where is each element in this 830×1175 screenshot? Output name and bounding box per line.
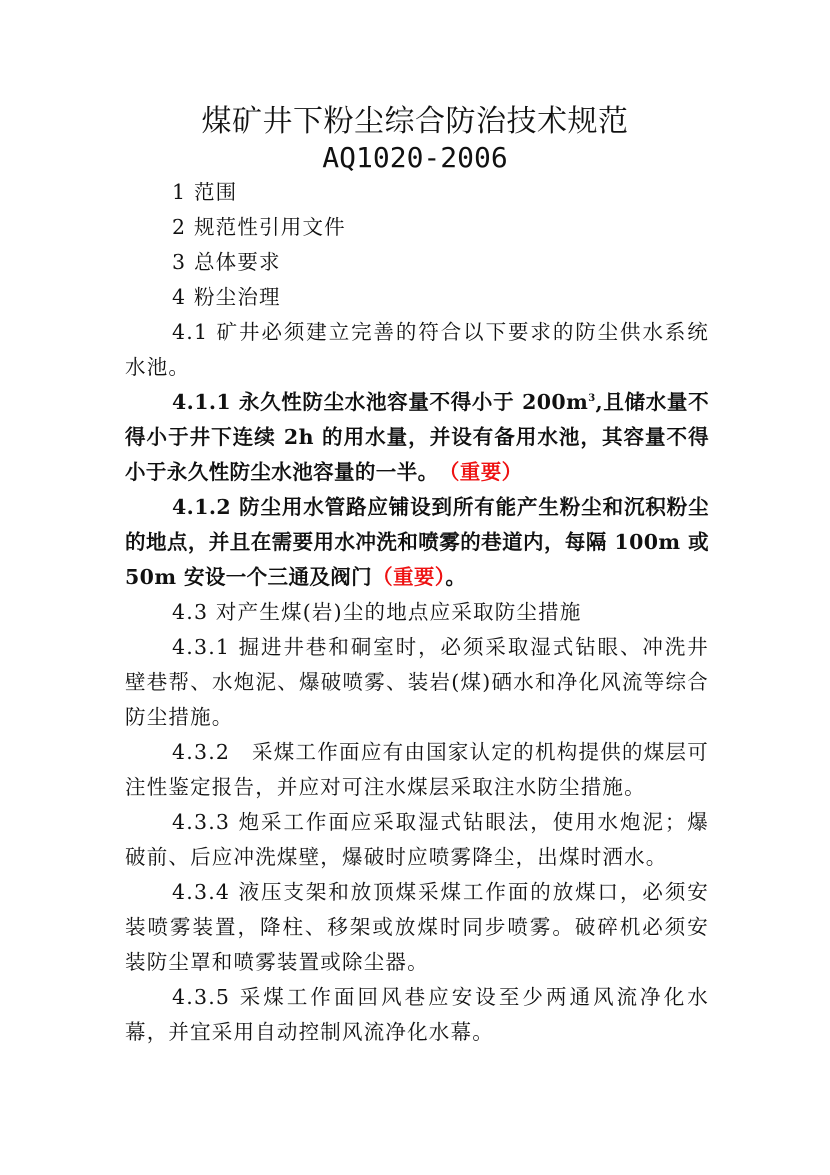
clause-4-3-1: 4.3.1 掘进井巷和硐室时，必须采取湿式钻眼、冲洗井壁巷帮、水炮泥、爆破喷雾、装岩(煤)硒水和净化风流等综合防尘措施。 [125, 635, 709, 729]
section-2-normative-references: 2 规范性引用文件 [172, 215, 346, 239]
section-3-general-requirements: 3 总体要求 [172, 250, 281, 274]
superscript-cubic: 3 [588, 393, 596, 405]
standard-code: AQ1020-2006 [322, 141, 508, 174]
clause-4-3-4: 4.3.4 液压支架和放顶煤采煤工作面的放煤口，必须安装喷雾装置，降柱、移架或放煤时同步喷雾。破碎机必须安装防尘罩和喷雾装置或除尘器。 [125, 880, 709, 974]
clause-4-1-1-text-cont: ,且储水量不得小于井下连续 2h 的用水量，并设有备用水池，其容量不得小于永久性防尘水池容量的一半。 [125, 390, 710, 484]
clause-4-1-2 [125, 490, 709, 595]
clause-4-3: 4.3 对产生煤(岩)尘的地点应采取防尘措施 [172, 600, 582, 624]
clause-4-1-2-text: 4.1.2 防尘用水管路应铺设到所有能产生粉尘和沉积粉尘的地点，并且在需要用水冲洗和喷雾的巷道内，每隔 100m 或 50m 安设一个三通及阀门 [125, 495, 709, 589]
clause-4-1-2-tail: 。 [445, 565, 467, 589]
clause-4-3-3: 4.3.3 炮采工作面应采取湿式钻眼法，使用水炮泥；爆破前、后应冲洗煤壁，爆破时应喷雾降尘，出煤时洒水。 [125, 810, 709, 869]
clause-4-3-5: 4.3.5 采煤工作面回风巷应安设至少两通风流净化水幕，并宜采用自动控制风流净化水幕。 [125, 985, 709, 1044]
clause-4-1-1 [125, 385, 709, 490]
important-tag: （重要） [449, 460, 523, 484]
clause-4-1-1-text: 4.1.1 永久性防尘水池容量不得小于 200m [172, 390, 589, 414]
clause-4-3-2: 4.3.2 采煤工作面应有由国家认定的机构提供的煤层可注性鉴定报告，并应对可注水煤层采取注水防尘措施。 [125, 740, 709, 799]
section-1-scope: 1 范围 [172, 180, 238, 204]
clause-4-1: 4.1 矿井必须建立完善的符合以下要求的防尘供水系统水池。 [125, 320, 709, 379]
document-title: 煤矿井下粉尘综合防治技术规范 [201, 104, 629, 139]
document-body [125, 175, 709, 1050]
important-tag: （重要） [372, 565, 446, 589]
section-4-dust-control: 4 粉尘治理 [172, 285, 281, 309]
